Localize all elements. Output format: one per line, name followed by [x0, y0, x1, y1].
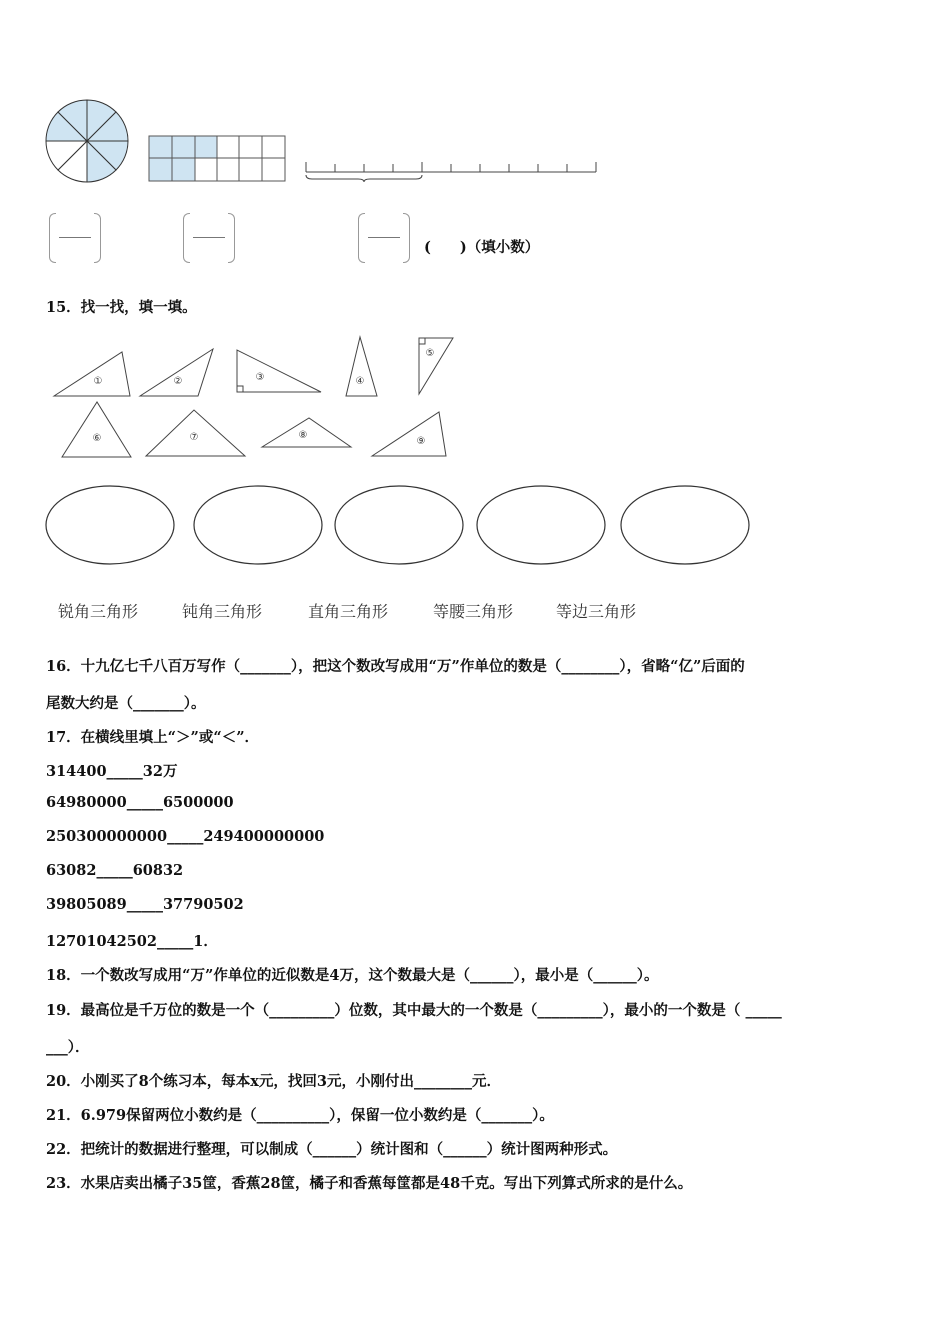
q17-row-3: 250300000000_____249400000000 [46, 828, 325, 845]
triangle-label-1: ① [93, 376, 103, 387]
triangle-label-7: ⑦ [189, 432, 199, 443]
category-label-acute: 锐角三角形 [58, 602, 139, 621]
q18: 18．一个数改写成用“万”作单位的近似数是4万，这个数最大是（______），最小是（______）。 [46, 967, 659, 984]
triangle-label-3: ③ [255, 372, 265, 383]
triangle-label-6: ⑥ [92, 433, 102, 444]
q17-row-1: 314400_____32万 [46, 763, 178, 780]
triangle-5 [419, 338, 453, 394]
category-label-right: 直角三角形 [308, 602, 389, 621]
decimal-fill-note: ( )（填小数） [424, 239, 540, 256]
q17-row-4: 63082_____60832 [46, 862, 184, 879]
category-ellipse-5 [621, 486, 749, 564]
q17-row-5: 39805089_____37790502 [46, 896, 244, 913]
q21: 21．6.979保留两位小数约是（__________），保留一位小数约是（_______）。 [46, 1107, 554, 1124]
triangle-1 [54, 352, 130, 396]
triangle-6 [62, 402, 131, 457]
category-ellipse-3 [335, 486, 463, 564]
triangle-label-5: ⑤ [425, 348, 435, 359]
triangle-figures [0, 0, 950, 640]
q20: 20．小刚买了8个练习本，每本x元，找回3元，小刚付出________元． [46, 1073, 501, 1090]
triangle-9 [372, 412, 446, 456]
category-label-isosceles: 等腰三角形 [433, 602, 514, 621]
category-ellipse-4 [477, 486, 605, 564]
q16-line2: 尾数大约是（_______）。 [46, 695, 206, 712]
q22: 22．把统计的数据进行整理，可以制成（______）统计图和（______）统计图两种形式。 [46, 1141, 618, 1158]
category-label-equilateral: 等边三角形 [556, 602, 637, 621]
triangle-label-4: ④ [355, 376, 365, 387]
q19-line2: ___）． [46, 1039, 90, 1056]
q16-line1: 16．十九亿七千八百万写作（_______），把这个数改写成用“万”作单位的数是（________），省略“亿”后面的 [46, 658, 745, 675]
triangle-3 [237, 350, 321, 392]
category-ellipse-1 [46, 486, 174, 564]
category-label-obtuse: 钝角三角形 [182, 602, 263, 621]
q17-row-2: 64980000_____6500000 [46, 794, 234, 811]
triangle-label-9: ⑨ [416, 436, 426, 447]
category-ellipse-2 [194, 486, 322, 564]
triangle-label-8: ⑧ [298, 430, 308, 441]
q17-row-6: 12701042502_____1． [46, 933, 218, 950]
q15-title: 15．找一找，填一填。 [46, 299, 197, 316]
q19-line1: 19．最高位是千万位的数是一个（_________）位数，其中最大的一个数是（_________），最小的一个数是（ _____ [46, 1002, 782, 1019]
triangle-4 [346, 337, 377, 396]
q23: 23．水果店卖出橘子35筐，香蕉28筐，橘子和香蕉每筐都是48千克。写出下列算式所求的是什么。 [46, 1175, 693, 1192]
triangle-2 [140, 349, 213, 396]
triangle-label-2: ② [173, 376, 183, 387]
q17-title: 17．在横线里填上“＞”或“＜”． [46, 729, 260, 746]
